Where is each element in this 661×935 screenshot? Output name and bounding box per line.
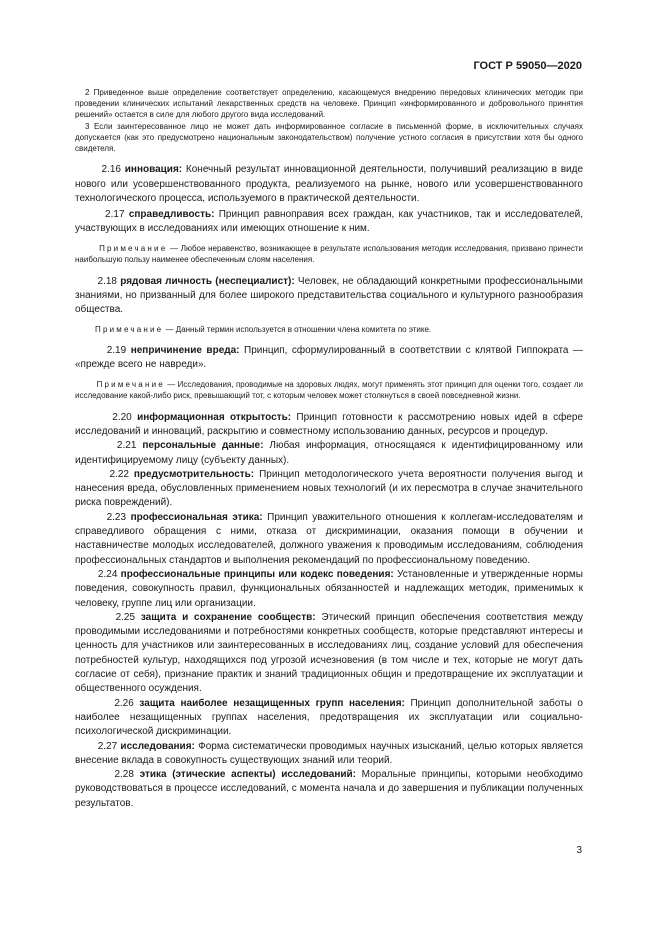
definition-entry: [75, 740, 583, 769]
entry-number: 2.24: [97, 568, 118, 580]
entry-term: справедливость:: [128, 209, 215, 221]
entry-text: Форма систематически проводимых научных изысканий, целью которых является внесение вклада в совокупность существующих знаний или теорий.: [75, 740, 584, 766]
entry-text: Конечный результат инновационной деятельности, получивший реализацию в виде нового или усовершенствованного продукта, реализуемого на рынке, нового или усовершенствованного технологического процесса, используемого в практической деятельности.: [75, 164, 584, 204]
entry-number: 2.23: [106, 511, 127, 523]
entry-text: Человек, не обладающий конкретными профессиональными знаниями, но призванный для более широкого представительства социального и культурного разнообразия общества.: [75, 275, 583, 316]
definition-entry: [75, 511, 583, 568]
definition-entry: [75, 208, 583, 237]
definition-entry: [75, 275, 583, 318]
entry-number: 2.18: [97, 275, 117, 287]
definition-entry: [75, 568, 583, 611]
entry-term: защита наиболее незащищенных групп населения:: [139, 697, 405, 709]
note-label: Примечание: [99, 243, 168, 253]
entry-term: инновация:: [124, 164, 183, 176]
note-label: Примечание: [96, 379, 165, 389]
entry-number: 2.21: [116, 440, 137, 452]
entry-term: предусмотрительность:: [133, 468, 255, 480]
definition-entry: [75, 611, 583, 697]
note-text: — Исследования, проводимые на здоровых людях, могут применять этот принцип для оценки того, создает ли исследование какой-либо риск, превышающий тот, с которым человек может столкнуться в своей повседневной жизни.: [75, 379, 583, 401]
entry-number: 2.22: [109, 468, 129, 480]
entry-term: профессиональные принципы или кодекс поведения:: [120, 568, 394, 580]
entry-number: 2.25: [115, 611, 136, 623]
entry-text: Моральные принципы, которыми необходимо руководствоваться в процессе исследований, с момента начала и до завершения и публикации полученных результатов.: [75, 769, 583, 809]
entry-text: Принцип равноправия всех граждан, как участников, так и исследователей, участвующих в исследованиях или имеющих отношение к ним.: [75, 209, 583, 235]
note-text: — Данный термин используется в отношении члена комитета по этике.: [163, 324, 432, 334]
entry-number: 2.26: [114, 697, 134, 709]
entry-term: рядовая личность (неспециалист):: [120, 275, 295, 287]
definition-entry: [75, 439, 583, 468]
entry-number: 2.19: [106, 345, 127, 357]
entry-text: Принцип, сформулированный в соответствии с клятвой Гиппократа — «прежде всего не навреди».: [75, 345, 583, 371]
definition-entry: [75, 163, 583, 206]
definition-entry: [75, 697, 583, 740]
document-standard-header: ГОСТ Р 59050—2020: [473, 60, 582, 72]
entry-term: информационная открытость:: [137, 411, 292, 423]
definition-entry: [75, 411, 583, 440]
entry-text: Принцип готовности к рассмотрению новых идей в сфере исследований и инноваций, раскрытию и совместному использованию данных, ресурсов и процедур.: [75, 411, 584, 437]
entry-term: непричинение вреда:: [130, 345, 240, 357]
definition-entry: [75, 468, 583, 511]
note-entry: [75, 243, 583, 266]
entry-number: 2.17: [105, 209, 125, 221]
entry-term: защита и сохранение сообществ:: [140, 611, 316, 623]
entry-number: 2.28: [114, 769, 134, 781]
page-body: [75, 87, 583, 811]
entry-term: профессиональная этика:: [130, 511, 263, 523]
entry-text: Принцип дополнительной заботы о наиболее незащищенных группах населения, предотвращения их эксплуатации или социально-психологической дискриминации.: [75, 697, 583, 738]
note-text: — Любое неравенство, возникающее в результате использования методик исследования, призвано принести наибольшую пользу наименее обеспеченным слоям населения.: [75, 243, 583, 265]
entry-text: Любая информация, относящаяся к идентифицированному или идентифицируемому лицу (субъекту данных).: [75, 440, 584, 466]
entry-term: этика (этические аспекты) исследований:: [139, 769, 357, 781]
entry-number: 2.16: [101, 164, 121, 176]
entry-term: исследования:: [120, 740, 195, 752]
entry-text: Принцип методологического учета вероятности получения выгод и нанесения вреда, обусловленных применением новых технологий (и их пересмотра в случае значительного риска повреждений).: [75, 468, 584, 509]
entry-text: Этический принцип обеспечения соответствия между проводимыми исследованиями и потребностями конкретных сообществ, которые представляют интересы и ценность для участников или заинтересованных в исследованиях лиц, создание условий для обеспечения потребностей культур, находящихся под угрозой исчезновения (в том числе и тех, которые не могут дать согласие от себя), признание практик и знаний традиционных общин и предотвращение их эксплуатации и общественного осуждения.: [75, 611, 583, 695]
entry-text: Установленные и утвержденные нормы поведения, совокупность правил, функциональных обязанностей и надлежащих методик, применимых к человеку, группе лиц или организации.: [75, 568, 583, 609]
entry-text: Принцип уважительного отношения к коллегам-исследователям и справедливого обращения с ними, отказа от дискриминации, оказания помощи в обучении и наставничестве молодых исследователей, должного уважения к проводимым исследованиям, соблюдения профессиональных стандартов и выполнения рекомендаций по профессиональному поведению.: [75, 511, 583, 566]
note-entry: [75, 324, 583, 336]
entry-number: 2.20: [112, 411, 132, 423]
definition-entry: [75, 344, 583, 373]
page-number: 3: [576, 845, 582, 856]
entry-number: 2.27: [97, 740, 118, 752]
definition-entry: [75, 768, 583, 811]
note-item: 3 Если заинтересованное лицо не может дать информированное согласие в письменной форме, в исключительных случаях допускается (как это предусмотрено национальным законодательством) получение устного согласия в присутствии хотя бы одного свидетеля.: [75, 121, 583, 154]
entry-term: персональные данные:: [142, 440, 264, 452]
note-label: Примечание: [95, 324, 164, 334]
note-entry: [75, 379, 583, 402]
note-item: 2 Приведенное выше определение соответствует определению, касающемуся внедрению передовых клинических методик при проведении клинических испытаний лекарственных средств на человеке. Принцип «информированного и добровольного принятия решений» остается в силе для любого другого вида исследований.: [75, 88, 583, 120]
